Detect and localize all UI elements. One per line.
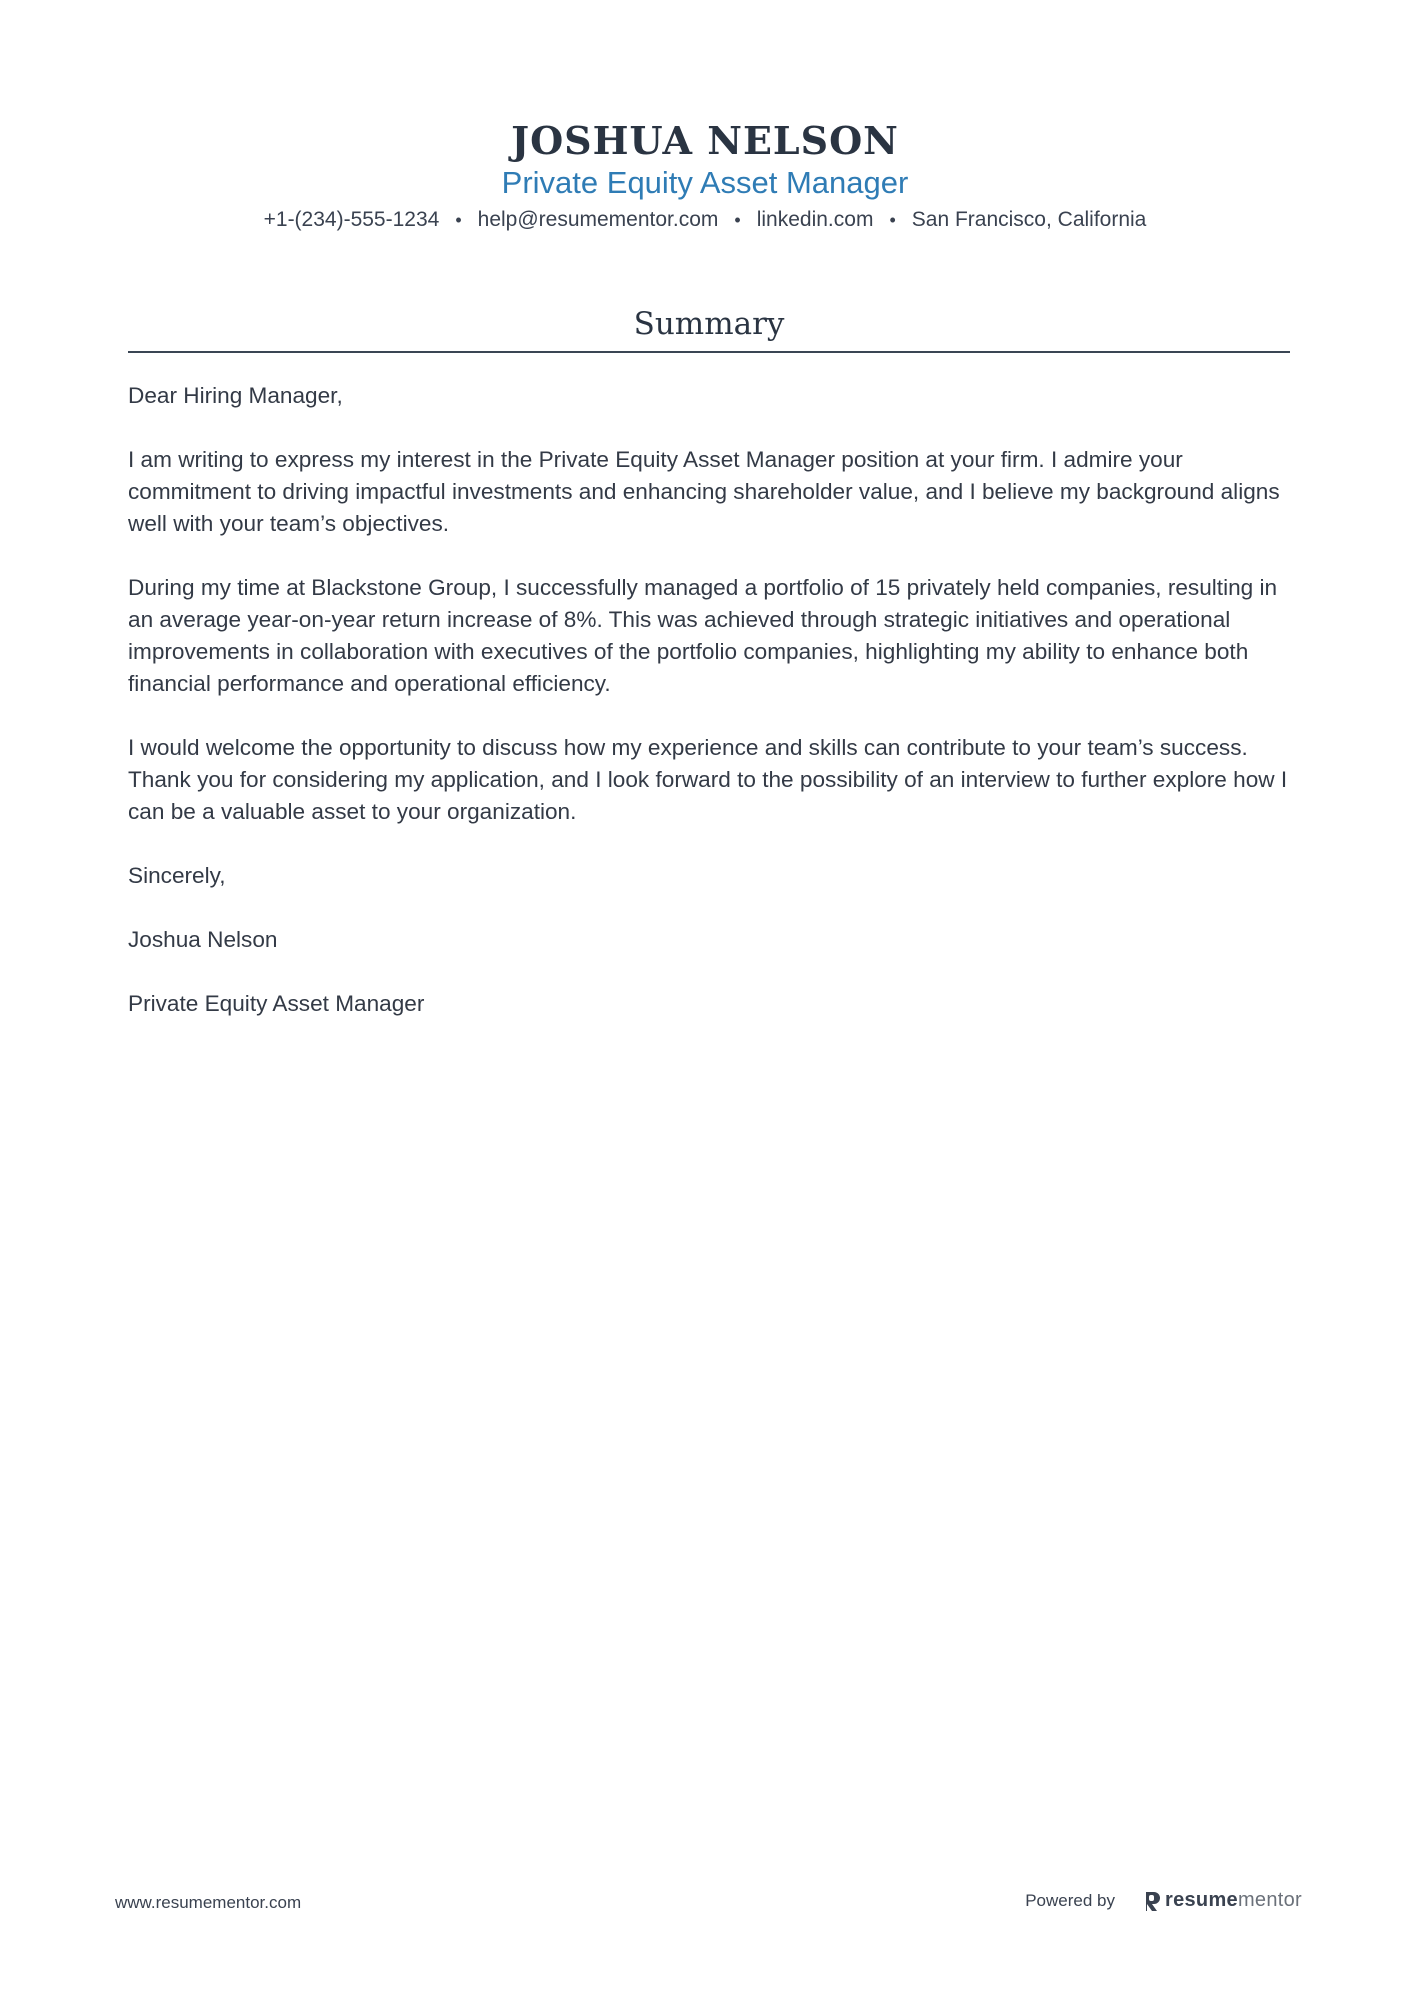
footer-branding — [1025, 1889, 1302, 1912]
letter-paragraph: During my time at Blackstone Group, I successfully managed a portfolio of 15 privately held companies, resulting in an average year-on-year return increase of 8%. This was achieved through strategic initiatives and operational improvements in collaboration with executives of the portfolio companies, highlighting my ability to enhance both financial performance and operational efficiency. — [128, 575, 1278, 696]
contact-separator: • — [455, 210, 462, 230]
letter-paragraph: I would welcome the opportunity to discuss how my experience and skills can contribute to your team’s success. Thank you for considering my application, and I look forward to the possibility of an interview to further explore how I can be a valuable asset to your organization. — [128, 735, 1288, 824]
contact-location: San Francisco, California — [911, 208, 1147, 231]
contact-separator: • — [889, 210, 896, 230]
powered-by-label: Powered by — [1025, 1890, 1115, 1910]
contact-phone: +1-(234)-555-1234 — [263, 208, 440, 231]
letter-paragraph: I am writing to express my interest in the Private Equity Asset Manager position at your firm. I admire your commitment to driving impactful investments and enhancing shareholder value, and I believe my background aligns well with your team’s objectives. — [128, 447, 1280, 536]
signature-title: Private Equity Asset Manager — [128, 991, 425, 1016]
brand-text-bold: resume — [1165, 1889, 1238, 1911]
candidate-name: JOSHUA NELSON — [511, 118, 899, 163]
signature-name: Joshua Nelson — [128, 927, 278, 952]
resumementor-logo-icon — [1143, 1890, 1161, 1912]
letter-closing: Sincerely, — [128, 863, 226, 888]
letter-greeting: Dear Hiring Manager, — [128, 383, 343, 408]
header — [0, 118, 1410, 234]
footer-website[interactable]: www.resumementor.com — [115, 1893, 302, 1912]
contact-line — [0, 206, 1410, 234]
contact-email[interactable]: help@resumementor.com — [477, 208, 719, 231]
contact-website[interactable]: linkedin.com — [756, 208, 874, 231]
brand-logo[interactable] — [1143, 1889, 1302, 1912]
candidate-title: Private Equity Asset Manager — [501, 165, 909, 200]
section-heading — [128, 304, 1290, 344]
section-heading-label: Summary — [633, 306, 785, 342]
brand-text-light: mentor — [1237, 1889, 1302, 1911]
section-divider — [128, 351, 1290, 353]
contact-separator: • — [734, 210, 741, 230]
letter-body — [128, 380, 1293, 1052]
